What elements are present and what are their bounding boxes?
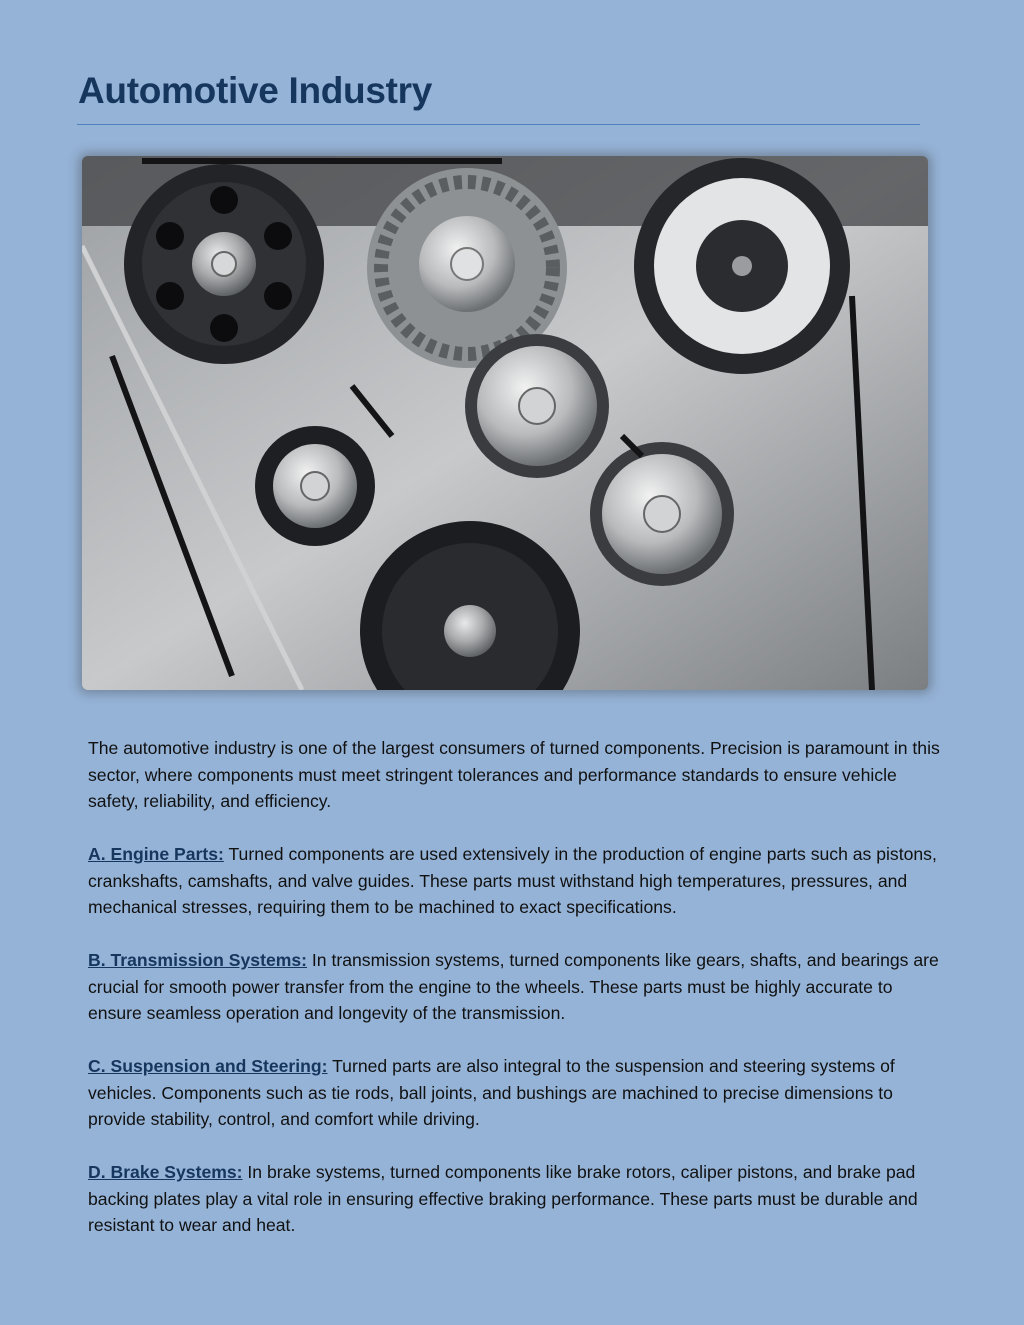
article-body [88,735,948,1265]
section-heading: C. Suspension and Steering: [88,1056,328,1076]
section-engine-parts [88,841,948,921]
section-body: In transmission systems, turned components like gears, shafts, and bearings are crucial for smooth power transfer from the engine to the wheels. These parts must be highly accurate to ensure seamless operation and longevity of the transmission. [88,950,939,1023]
engine-photo [82,156,928,690]
intro-paragraph: The automotive industry is one of the largest consumers of turned components. Precision is paramount in this sector, where components must meet stringent tolerances and performance standards to ensure vehicle safety, reliability, and efficiency. [88,738,940,811]
engine-belt-pulleys-icon [82,156,928,690]
section-brake-systems [88,1159,948,1239]
title-divider [77,124,920,125]
section-heading: B. Transmission Systems: [88,950,308,970]
section-transmission-systems [88,947,948,1027]
section-suspension-steering [88,1053,948,1133]
page-title: Automotive Industry [78,70,433,111]
section-body: In brake systems, turned components like brake rotors, caliper pistons, and brake pad backing plates play a vital role in ensuring effective braking performance. These parts must be durable and resistant to wear and heat. [88,1162,918,1235]
section-body: Turned parts are also integral to the suspension and steering systems of vehicles. Components such as tie rods, ball joints, and bushings are machined to precise dimensions to provide stability, control, and comfort while driving. [88,1056,895,1129]
section-heading: A. Engine Parts: [88,844,224,864]
section-body: Turned components are used extensively in the production of engine parts such as pistons, crankshafts, camshafts, and valve guides. These parts must withstand high temperatures, pressures, and mechanical stresses, requiring them to be machined to exact specifications. [88,844,937,917]
section-heading: D. Brake Systems: [88,1162,243,1182]
